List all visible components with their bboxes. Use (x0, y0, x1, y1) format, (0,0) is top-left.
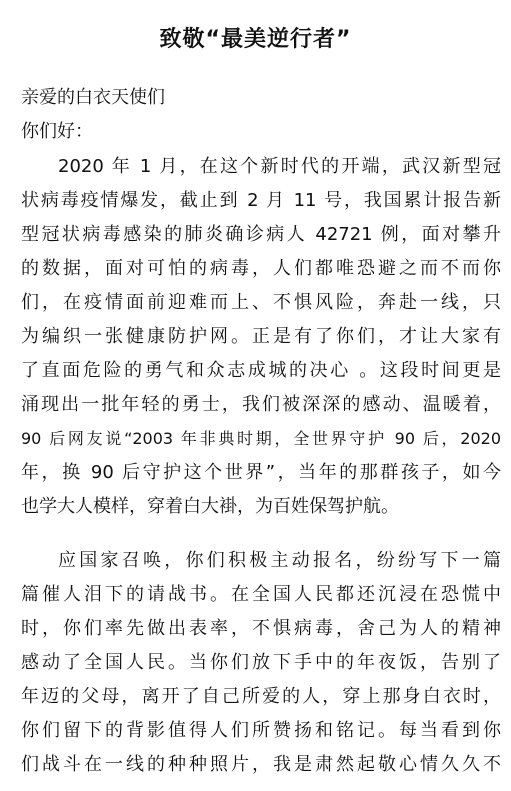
paragraph-line: 们战斗在一线的种种照片，我是肃然起敬心情久久不 (21, 754, 501, 775)
salutation: 亲爱的白衣天使们 (21, 87, 165, 108)
paragraph-line: 了直面危险的勇气和众志成城的决心 。这段时间更是 (21, 360, 501, 381)
paragraph-line: 你们留下的背影值得人们所赞扬和铭记。每当看到你 (21, 720, 501, 741)
paragraph-line: 时，你们率先做出表率，不惧病毒，舍己为人的精神 (21, 618, 501, 639)
paragraph-line: 90 后网友说“2003 年非典时期，全世界守护 90 后，2020 (21, 429, 501, 448)
letter-title: 致敬“最美逆行者” (159, 27, 352, 52)
paragraph-line: 状病毒疫情爆发，截止到 2 月 11 号，我国累计报告新 (21, 190, 501, 211)
paragraph-line: 篇催人泪下的请战书。在全国人民都还沉浸在恐慌中 (21, 584, 501, 605)
paragraph-line: 涌现出一批年轻的勇士，我们被深深的感动、温暖着， (21, 394, 501, 415)
paragraph-line: 感动了全国人民。当你们放下手中的年夜饭，告别了 (21, 652, 501, 673)
paragraph-line: 的数据，面对可怕的病毒，人们都唯恐避之而不而你 (21, 258, 501, 279)
paragraph-line: 们，在疫情面前迎难而上、不惧风险，奔赴一线，只 (21, 292, 501, 313)
paragraph-line: 2020 年 1 月，在这个新时代的开端，武汉新型冠 (58, 156, 501, 177)
paragraph-line: 型冠状病毒感染的肺炎确诊病人 42721 例，面对攀升 (21, 224, 501, 245)
paragraph-line: 为编织一张健康防护网。正是有了你们，才让大家有 (21, 326, 501, 347)
paragraph-line: 应国家召唤，你们积极主动报名，纷纷写下一篇 (58, 550, 501, 571)
greeting: 你们好： (21, 121, 93, 142)
paragraph-line: 年迈的父母，离开了自己所爱的人，穿上那身白衣时， (21, 686, 501, 707)
paragraph-line: 也学大人模样，穿着白大褂，为百姓保驾护航。 (21, 496, 399, 517)
paragraph-line: 年，换 90 后守护这个世界”，当年的那群孩子，如今 (21, 462, 501, 483)
